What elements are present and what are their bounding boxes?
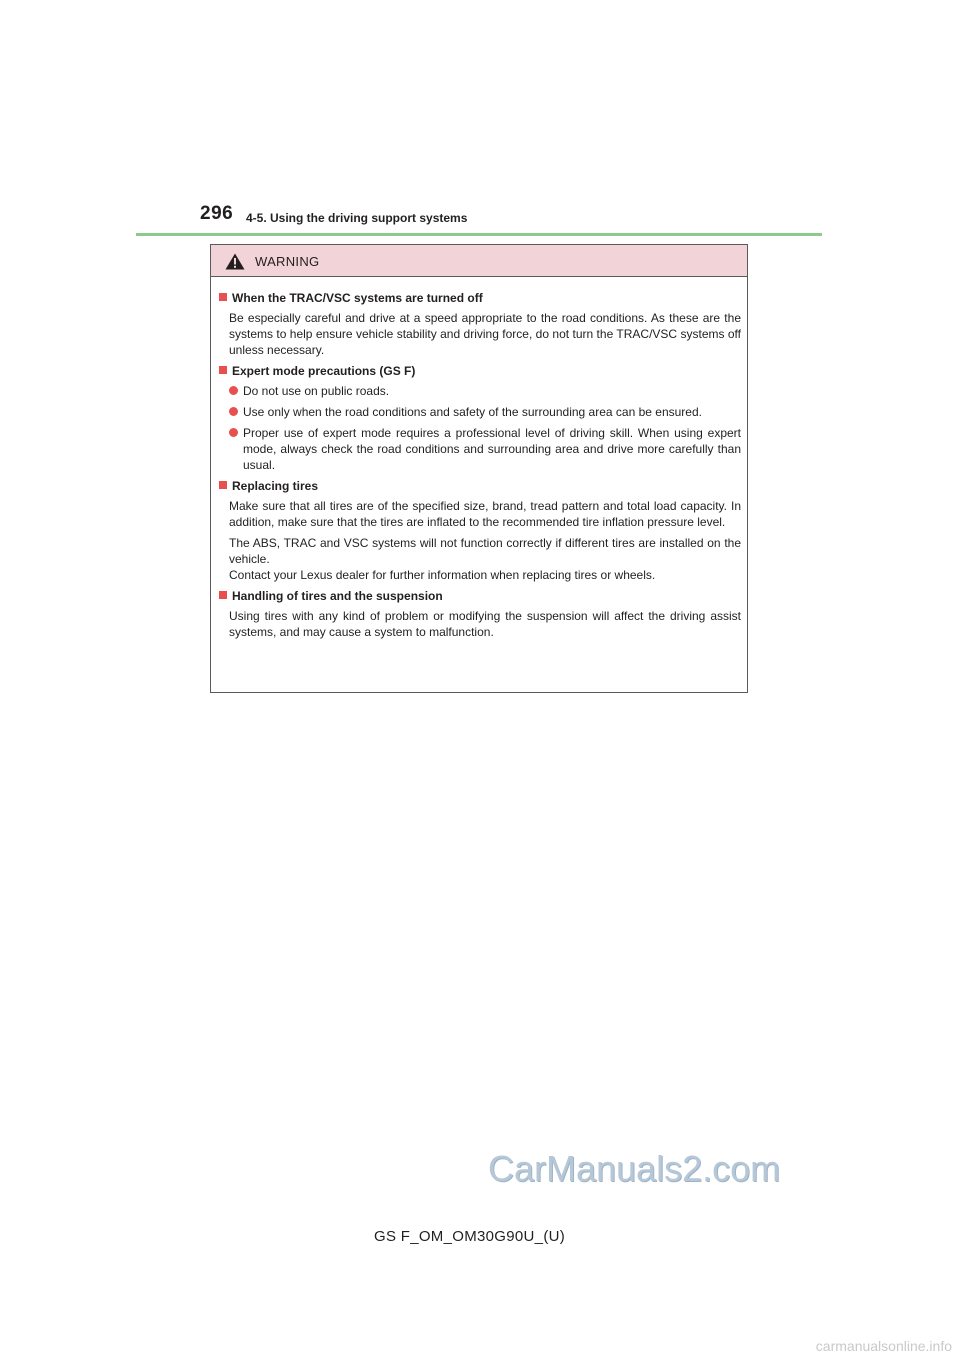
item-heading: Replacing tires <box>232 479 319 493</box>
warning-header <box>211 245 747 277</box>
item-heading: Handling of tires and the suspension <box>232 589 443 603</box>
page-number: 296 <box>200 203 234 224</box>
item-heading: Expert mode precautions (GS F) <box>232 364 416 378</box>
round-bullet-icon <box>229 386 238 395</box>
paragraph: Make sure that all tires are of the specified size, brand, tread pattern and total load capacity. In addition, make sure that the tires are inflated to the recommended tire inflation pressure level. <box>229 499 741 529</box>
square-bullet-icon <box>219 366 227 374</box>
bullet-item: Do not use on public roads. <box>229 383 741 399</box>
square-bullet-icon <box>219 481 227 489</box>
header-rule <box>136 233 822 236</box>
warning-item-expert-mode <box>219 363 741 473</box>
bullet-item: Use only when the road conditions and safety of the surrounding area can be ensured. <box>229 404 741 420</box>
paragraph: Using tires with any kind of problem or modifying the suspension will affect the driving assist systems, and may cause a system to malfunction. <box>229 609 741 639</box>
document-code: GS F_OM_OM30G90U_(U) <box>374 1228 566 1245</box>
paragraph: Be especially careful and drive at a speed appropriate to the road conditions. As these are the systems to help ensure vehicle stability and driving force, do not turn the TRAC/VSC systems off unless necessary. <box>229 311 741 357</box>
section-title: 4-5. Using the driving support systems <box>246 211 468 225</box>
warning-triangle-icon <box>225 253 245 270</box>
warning-body <box>211 277 747 640</box>
warning-item-trac-vsc <box>219 290 741 358</box>
watermark-logo: CarManuals2.com <box>488 1148 781 1189</box>
site-watermark: carmanualsonline.info <box>815 1338 952 1354</box>
bullet-item: Proper use of expert mode requires a professional level of driving skill. When using expert mode, always check the road conditions and surrounding area and drive more carefully than usual. <box>229 425 741 473</box>
warning-title: WARNING <box>255 254 320 269</box>
warning-item-tires-suspension <box>219 588 741 640</box>
round-bullet-icon <box>229 407 238 416</box>
square-bullet-icon <box>219 591 227 599</box>
warning-box <box>210 244 748 693</box>
paragraph: Contact your Lexus dealer for further information when replacing tires or wheels. <box>229 568 656 582</box>
paragraph: The ABS, TRAC and VSC systems will not function correctly if different tires are installed on the vehicle. <box>229 536 741 566</box>
square-bullet-icon <box>219 293 227 301</box>
item-heading: When the TRAC/VSC systems are turned off <box>232 291 483 305</box>
round-bullet-icon <box>229 428 238 437</box>
warning-item-replacing-tires <box>219 478 741 583</box>
